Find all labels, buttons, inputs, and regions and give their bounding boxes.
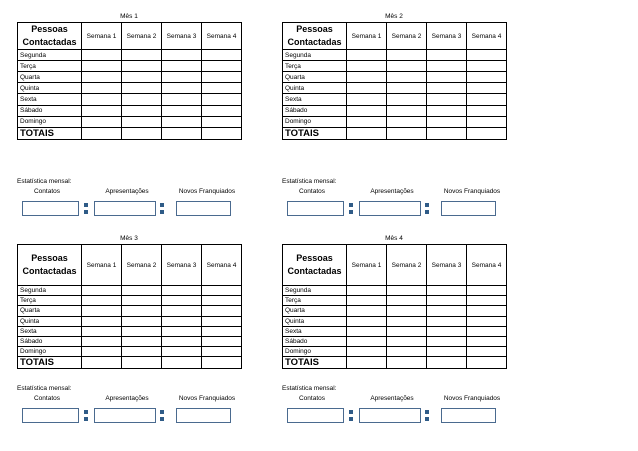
totals-label: TOTAIS (283, 127, 347, 139)
stat-column-label: Apresentações (105, 395, 149, 402)
stat-column-label: Contatos (298, 395, 326, 402)
stat-input-box[interactable] (441, 408, 496, 423)
entry-cell[interactable] (122, 316, 162, 326)
day-label: Domingo (283, 116, 347, 127)
entry-cell[interactable] (347, 105, 387, 116)
day-label: Sábado (283, 105, 347, 116)
entry-cell[interactable] (347, 50, 387, 61)
entry-cell[interactable] (162, 326, 202, 336)
total-cell[interactable] (122, 357, 162, 369)
entry-cell[interactable] (162, 286, 202, 296)
stats-label: Estatística mensal: (282, 385, 337, 392)
total-cell[interactable] (467, 357, 507, 369)
entry-cell[interactable] (427, 61, 467, 72)
ratio-colon-icon (160, 203, 164, 215)
entry-cell[interactable] (122, 306, 162, 316)
entry-cell[interactable] (387, 94, 427, 105)
contacts-table (17, 244, 242, 369)
header-line-1: Pessoas (296, 252, 333, 263)
entry-cell[interactable] (162, 72, 202, 83)
entry-cell[interactable] (122, 336, 162, 346)
entry-cell[interactable] (387, 347, 427, 357)
entry-cell[interactable] (82, 50, 122, 61)
header-week-3: Semana 3 (162, 245, 202, 286)
table-row (18, 72, 242, 83)
month-title: Mês 1 (120, 13, 138, 20)
entry-cell[interactable] (347, 83, 387, 94)
entry-cell[interactable] (347, 306, 387, 316)
entry-cell[interactable] (162, 61, 202, 72)
header-line-1: Pessoas (31, 24, 68, 34)
entry-cell[interactable] (82, 286, 122, 296)
entry-cell[interactable] (427, 83, 467, 94)
table-row (18, 105, 242, 116)
entry-cell[interactable] (467, 347, 507, 357)
entry-cell[interactable] (82, 306, 122, 316)
entry-cell[interactable] (427, 326, 467, 336)
stat-column-label: Apresentações (105, 188, 149, 195)
table-row (283, 316, 507, 326)
day-label: Sábado (18, 105, 82, 116)
total-cell[interactable] (82, 127, 122, 139)
entry-cell[interactable] (162, 336, 202, 346)
header-week-1: Semana 1 (82, 245, 122, 286)
day-label: Terça (283, 61, 347, 72)
totals-row (283, 357, 507, 369)
total-cell[interactable] (122, 127, 162, 139)
entry-cell[interactable] (427, 296, 467, 306)
entry-cell[interactable] (347, 336, 387, 346)
entry-cell[interactable] (347, 94, 387, 105)
stats-label: Estatística mensal: (17, 385, 72, 392)
entry-cell[interactable] (467, 306, 507, 316)
totals-label: TOTAIS (283, 357, 347, 369)
entry-cell[interactable] (122, 326, 162, 336)
header-week-4: Semana 4 (202, 245, 242, 286)
stats-label: Estatística mensal: (282, 178, 337, 185)
entry-cell[interactable] (202, 72, 242, 83)
header-week-2: Semana 2 (387, 245, 427, 286)
total-cell[interactable] (427, 127, 467, 139)
entry-cell[interactable] (162, 316, 202, 326)
month-title: Mês 2 (385, 13, 403, 20)
table-row (18, 306, 242, 316)
entry-cell[interactable] (467, 296, 507, 306)
header-line-2: Contactadas (22, 37, 77, 48)
entry-cell[interactable] (387, 286, 427, 296)
entry-cell[interactable] (467, 61, 507, 72)
day-label: Segunda (18, 286, 82, 296)
entry-cell[interactable] (467, 286, 507, 296)
table-row (283, 83, 507, 94)
entry-cell[interactable] (162, 50, 202, 61)
ratio-colon-icon (84, 203, 88, 215)
entry-cell[interactable] (162, 306, 202, 316)
table-row (283, 105, 507, 116)
entry-cell[interactable] (202, 94, 242, 105)
table-row (18, 83, 242, 94)
table-header-row (283, 23, 507, 50)
day-label: Sexta (18, 326, 82, 336)
day-label: Quarta (283, 306, 347, 316)
entry-cell[interactable] (347, 296, 387, 306)
header-line-2: Contactadas (287, 266, 342, 276)
total-cell[interactable] (202, 357, 242, 369)
entry-cell[interactable] (347, 316, 387, 326)
totals-label: TOTAIS (18, 127, 82, 139)
day-label: Domingo (18, 116, 82, 127)
ratio-colon-icon (425, 410, 429, 422)
entry-cell[interactable] (162, 347, 202, 357)
entry-cell[interactable] (162, 83, 202, 94)
day-label: Sábado (283, 336, 347, 346)
entry-cell[interactable] (82, 296, 122, 306)
entry-cell[interactable] (387, 105, 427, 116)
entry-cell[interactable] (82, 336, 122, 346)
day-label: Quinta (18, 316, 82, 326)
header-week-3: Semana 3 (427, 23, 467, 50)
table-row (18, 94, 242, 105)
header-week-3: Semana 3 (162, 23, 202, 50)
table-row (18, 286, 242, 296)
day-label: Quarta (283, 72, 347, 83)
header-week-2: Semana 2 (122, 23, 162, 50)
total-cell[interactable] (347, 127, 387, 139)
header-week-4: Semana 4 (467, 23, 507, 50)
day-label: Terça (283, 296, 347, 306)
entry-cell[interactable] (202, 336, 242, 346)
entry-cell[interactable] (122, 105, 162, 116)
entry-cell[interactable] (82, 326, 122, 336)
table-row (283, 116, 507, 127)
totals-row (18, 127, 242, 139)
day-label: Segunda (283, 50, 347, 61)
stat-input-box[interactable] (176, 408, 231, 423)
stat-column-label: Novos Franquiados (443, 395, 501, 402)
entry-cell[interactable] (82, 347, 122, 357)
stats-label: Estatística mensal: (17, 178, 72, 185)
table-row (18, 61, 242, 72)
stat-input-box[interactable] (22, 201, 79, 216)
table-row (283, 306, 507, 316)
header-people-contacted (18, 23, 82, 50)
header-line-2: Contactadas (22, 266, 77, 276)
entry-cell[interactable] (202, 105, 242, 116)
entry-cell[interactable] (202, 347, 242, 357)
stat-column-label: Apresentações (370, 395, 414, 402)
stat-input-box[interactable] (287, 408, 344, 423)
entry-cell[interactable] (427, 94, 467, 105)
table-row (283, 286, 507, 296)
table-row (18, 326, 242, 336)
entry-cell[interactable] (162, 94, 202, 105)
day-label: Sexta (18, 94, 82, 105)
entry-cell[interactable] (122, 116, 162, 127)
entry-cell[interactable] (347, 347, 387, 357)
header-week-2: Semana 2 (387, 23, 427, 50)
stat-input-box[interactable] (22, 408, 79, 423)
stat-input-box[interactable] (176, 201, 231, 216)
entry-cell[interactable] (387, 296, 427, 306)
stat-column-label: Novos Franquiados (178, 188, 236, 195)
header-line-2: Contactadas (287, 37, 342, 48)
total-cell[interactable] (387, 357, 427, 369)
entry-cell[interactable] (347, 72, 387, 83)
entry-cell[interactable] (347, 286, 387, 296)
entry-cell[interactable] (467, 94, 507, 105)
stat-column-label: Contatos (298, 188, 326, 195)
totals-row (18, 357, 242, 369)
entry-cell[interactable] (387, 306, 427, 316)
table-header-row (18, 245, 242, 286)
day-label: Quarta (18, 72, 82, 83)
table-row (18, 336, 242, 346)
day-label: Domingo (283, 347, 347, 357)
entry-cell[interactable] (82, 72, 122, 83)
header-line-1: Pessoas (31, 252, 68, 263)
table-header-row (18, 23, 242, 50)
entry-cell[interactable] (427, 72, 467, 83)
totals-label: TOTAIS (18, 357, 82, 369)
day-label: Terça (18, 61, 82, 72)
stat-input-box[interactable] (287, 201, 344, 216)
header-people-contacted (283, 245, 347, 286)
header-week-1: Semana 1 (347, 23, 387, 50)
header-week-1: Semana 1 (347, 245, 387, 286)
total-cell[interactable] (82, 357, 122, 369)
total-cell[interactable] (162, 357, 202, 369)
stat-input-box[interactable] (441, 201, 496, 216)
entry-cell[interactable] (82, 116, 122, 127)
table-row (283, 72, 507, 83)
table-row (283, 326, 507, 336)
table-row (283, 94, 507, 105)
stat-column-label: Contatos (33, 188, 61, 195)
stat-column-label: Novos Franquiados (178, 395, 236, 402)
entry-cell[interactable] (122, 347, 162, 357)
contacts-table (282, 22, 507, 140)
entry-cell[interactable] (122, 94, 162, 105)
header-week-3: Semana 3 (427, 245, 467, 286)
header-week-1: Semana 1 (82, 23, 122, 50)
totals-row (283, 127, 507, 139)
entry-cell[interactable] (467, 105, 507, 116)
entry-cell[interactable] (122, 61, 162, 72)
stat-column-label: Apresentações (370, 188, 414, 195)
entry-cell[interactable] (427, 306, 467, 316)
ratio-colon-icon (349, 410, 353, 422)
stat-input-box[interactable] (94, 201, 156, 216)
table-row (18, 347, 242, 357)
contacts-table (282, 244, 507, 369)
header-people-contacted (283, 23, 347, 50)
table-header-row (283, 245, 507, 286)
entry-cell[interactable] (387, 72, 427, 83)
entry-cell[interactable] (387, 326, 427, 336)
entry-cell[interactable] (202, 306, 242, 316)
entry-cell[interactable] (387, 316, 427, 326)
entry-cell[interactable] (122, 72, 162, 83)
entry-cell[interactable] (467, 83, 507, 94)
header-week-2: Semana 2 (122, 245, 162, 286)
entry-cell[interactable] (202, 326, 242, 336)
header-line-1: Pessoas (296, 24, 333, 34)
contacts-table (17, 22, 242, 140)
entry-cell[interactable] (82, 94, 122, 105)
entry-cell[interactable] (202, 50, 242, 61)
entry-cell[interactable] (202, 116, 242, 127)
total-cell[interactable] (427, 357, 467, 369)
entry-cell[interactable] (427, 316, 467, 326)
table-row (283, 296, 507, 306)
entry-cell[interactable] (387, 116, 427, 127)
entry-cell[interactable] (347, 116, 387, 127)
day-label: Sexta (283, 326, 347, 336)
entry-cell[interactable] (427, 286, 467, 296)
entry-cell[interactable] (162, 105, 202, 116)
entry-cell[interactable] (467, 50, 507, 61)
stat-column-label: Novos Franquiados (443, 188, 501, 195)
entry-cell[interactable] (427, 105, 467, 116)
entry-cell[interactable] (202, 83, 242, 94)
total-cell[interactable] (202, 127, 242, 139)
total-cell[interactable] (162, 127, 202, 139)
table-row (283, 61, 507, 72)
table-row (18, 116, 242, 127)
day-label: Domingo (18, 347, 82, 357)
entry-cell[interactable] (387, 83, 427, 94)
entry-cell[interactable] (82, 105, 122, 116)
month-title: Mês 3 (120, 235, 138, 242)
entry-cell[interactable] (387, 61, 427, 72)
day-label: Quinta (283, 316, 347, 326)
entry-cell[interactable] (202, 286, 242, 296)
entry-cell[interactable] (122, 83, 162, 94)
day-label: Quarta (18, 306, 82, 316)
entry-cell[interactable] (122, 296, 162, 306)
header-people-contacted (18, 245, 82, 286)
entry-cell[interactable] (427, 50, 467, 61)
day-label: Segunda (18, 50, 82, 61)
day-label: Quinta (18, 83, 82, 94)
header-week-4: Semana 4 (467, 245, 507, 286)
entry-cell[interactable] (427, 347, 467, 357)
day-label: Quinta (283, 83, 347, 94)
total-cell[interactable] (347, 357, 387, 369)
entry-cell[interactable] (387, 50, 427, 61)
ratio-colon-icon (425, 203, 429, 215)
ratio-colon-icon (84, 410, 88, 422)
day-label: Sexta (283, 94, 347, 105)
header-week-4: Semana 4 (202, 23, 242, 50)
table-row (18, 296, 242, 306)
entry-cell[interactable] (162, 296, 202, 306)
entry-cell[interactable] (122, 286, 162, 296)
entry-cell[interactable] (347, 326, 387, 336)
entry-cell[interactable] (202, 61, 242, 72)
stat-input-box[interactable] (359, 201, 421, 216)
stat-column-label: Contatos (33, 395, 61, 402)
entry-cell[interactable] (82, 316, 122, 326)
entry-cell[interactable] (82, 61, 122, 72)
entry-cell[interactable] (467, 326, 507, 336)
total-cell[interactable] (387, 127, 427, 139)
entry-cell[interactable] (467, 116, 507, 127)
entry-cell[interactable] (162, 116, 202, 127)
entry-cell[interactable] (467, 72, 507, 83)
month-title: Mês 4 (385, 235, 403, 242)
entry-cell[interactable] (202, 296, 242, 306)
entry-cell[interactable] (467, 316, 507, 326)
day-label: Sábado (18, 336, 82, 346)
total-cell[interactable] (467, 127, 507, 139)
table-row (18, 316, 242, 326)
entry-cell[interactable] (347, 61, 387, 72)
entry-cell[interactable] (202, 316, 242, 326)
entry-cell[interactable] (427, 336, 467, 346)
ratio-colon-icon (349, 203, 353, 215)
stat-input-box[interactable] (94, 408, 156, 423)
table-row (18, 50, 242, 61)
table-row (283, 347, 507, 357)
entry-cell[interactable] (387, 336, 427, 346)
entry-cell[interactable] (122, 50, 162, 61)
day-label: Segunda (283, 286, 347, 296)
entry-cell[interactable] (427, 116, 467, 127)
entry-cell[interactable] (82, 83, 122, 94)
entry-cell[interactable] (467, 336, 507, 346)
stat-input-box[interactable] (359, 408, 421, 423)
table-row (283, 336, 507, 346)
ratio-colon-icon (160, 410, 164, 422)
day-label: Terça (18, 296, 82, 306)
table-row (283, 50, 507, 61)
